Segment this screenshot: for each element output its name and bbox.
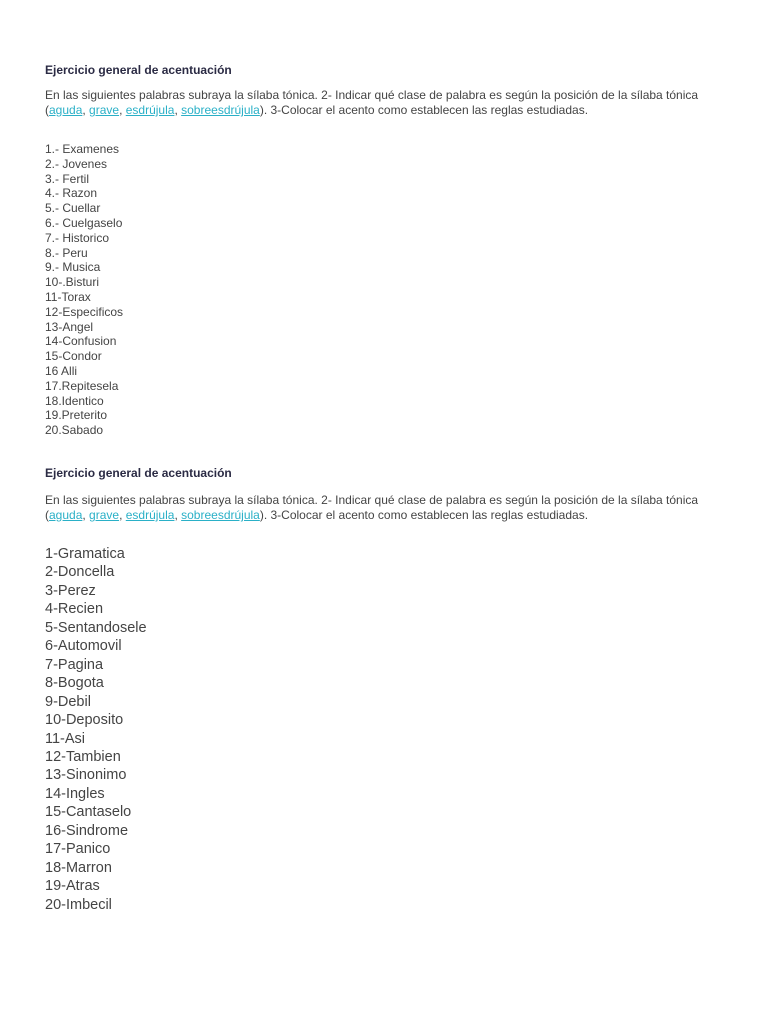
separator: , [174, 508, 182, 522]
section-2-word-list [45, 545, 147, 914]
list-item: 15-Cantaselo [45, 804, 132, 821]
link-esdrujula[interactable]: esdrújula [125, 103, 175, 117]
list-item: 20.Sabado [45, 423, 104, 438]
list-item: 2-Doncella [45, 564, 115, 581]
list-item: 12-Especificos [45, 304, 124, 319]
instructions-text-end: ). 3-Colocar el acento como establecen las reglas estudiadas. [259, 103, 589, 117]
list-item: 5-Sentandosele [45, 619, 147, 636]
list-item: 9.- Musica [45, 260, 101, 275]
list-item: 6.- Cuelgaselo [45, 215, 123, 230]
list-item: 19-Atras [45, 878, 100, 895]
section-1-word-list [45, 142, 123, 438]
list-item: 3.- Fertil [45, 171, 90, 186]
list-item: 20-Imbecil [45, 896, 112, 913]
separator: , [174, 103, 182, 117]
list-item: 14-Confusion [45, 334, 117, 349]
link-esdrujula[interactable]: esdrújula [125, 508, 175, 522]
link-grave[interactable]: grave [89, 103, 120, 117]
list-item: 11-Asi [45, 730, 86, 747]
link-sobreesdrujula[interactable]: sobreesdrújula [181, 508, 260, 522]
section-2-title: Ejercicio general de acentuación [45, 466, 232, 480]
list-item: 17-Panico [45, 841, 111, 858]
link-grave[interactable]: grave [89, 508, 120, 522]
separator: , [119, 508, 126, 522]
list-item: 13-Angel [45, 319, 94, 334]
list-item: 2.- Jovenes [45, 156, 108, 171]
list-item: 19.Preterito [45, 408, 108, 423]
list-item: 18.Identico [45, 393, 104, 408]
list-item: 1-Gramatica [45, 546, 125, 562]
separator: , [119, 103, 126, 117]
list-item: 3-Perez [45, 582, 96, 599]
link-aguda[interactable]: aguda [49, 103, 83, 117]
list-item: 8-Bogota [45, 675, 104, 692]
list-item: 5.- Cuellar [45, 201, 101, 216]
list-item: 4.- Razon [45, 186, 98, 201]
list-item: 4-Recien [45, 601, 104, 618]
list-item: 13-Sinonimo [45, 767, 127, 784]
list-item: 10-Deposito [45, 712, 124, 729]
list-item: 16 Alli [45, 363, 78, 378]
section-1-instructions [45, 88, 735, 118]
section-2-instructions [45, 493, 735, 523]
list-item: 1.- Examenes [45, 142, 120, 156]
list-item: 7-Pagina [45, 656, 104, 673]
list-item: 8.- Peru [45, 245, 88, 260]
list-item: 14-Ingles [45, 785, 105, 802]
list-item: 15-Condor [45, 349, 102, 364]
separator: , [82, 103, 90, 117]
separator: , [82, 508, 90, 522]
list-item: 6-Automovil [45, 638, 122, 655]
list-item: 7.- Historico [45, 230, 110, 245]
list-item: 16-Sindrome [45, 822, 129, 839]
instructions-text-end: ). 3-Colocar el acento como establecen las reglas estudiadas. [259, 508, 589, 522]
list-item: 12-Tambien [45, 748, 121, 765]
link-sobreesdrujula[interactable]: sobreesdrújula [181, 103, 260, 117]
list-item: 9-Debil [45, 693, 91, 710]
list-item: 17.Repitesela [45, 378, 119, 393]
instructions-text-start: En las siguientes palabras subraya la sílaba tónica. 2- Indicar qué clase de palabra es según la posición de la sílaba tónica ( [45, 493, 699, 522]
section-1-title: Ejercicio general de acentuación [45, 63, 232, 77]
list-item: 11-Torax [45, 289, 91, 304]
list-item: 10-.Bisturi [45, 275, 100, 290]
instructions-text-start: En las siguientes palabras subraya la sílaba tónica. 2- Indicar qué clase de palabra es según la posición de la sílaba tónica ( [45, 88, 699, 117]
link-aguda[interactable]: aguda [49, 508, 83, 522]
list-item: 18-Marron [45, 859, 112, 876]
